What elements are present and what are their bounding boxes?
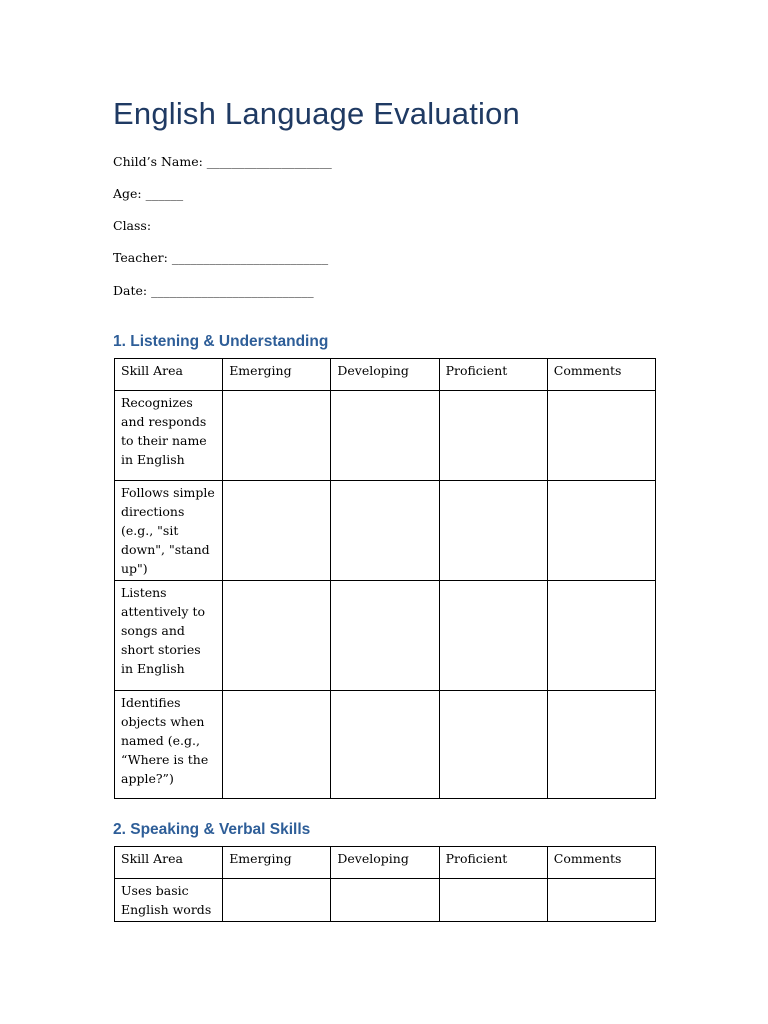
- emerging-cell[interactable]: [223, 691, 331, 799]
- table-row: [115, 691, 656, 799]
- teacher-field: Teacher: _________________________: [113, 250, 329, 265]
- developing-cell[interactable]: [331, 481, 439, 581]
- listening-table: [114, 358, 656, 799]
- table-row: [115, 391, 656, 481]
- age-field: Age: ______: [113, 186, 184, 201]
- developing-cell[interactable]: [331, 391, 439, 481]
- emerging-cell[interactable]: [223, 391, 331, 481]
- comments-cell[interactable]: [547, 391, 655, 481]
- emerging-cell[interactable]: [223, 581, 331, 691]
- column-header: Skill Area: [115, 847, 223, 879]
- child-name-field: Child’s Name: ____________________: [113, 154, 332, 169]
- skill-area-cell: Listens attentively to songs and short stories in English: [115, 581, 223, 691]
- comments-cell[interactable]: [547, 481, 655, 581]
- table-header-row: [115, 359, 656, 391]
- proficient-cell[interactable]: [439, 481, 547, 581]
- column-header: Developing: [331, 847, 439, 879]
- developing-cell[interactable]: [331, 581, 439, 691]
- column-header: Developing: [331, 359, 439, 391]
- proficient-cell[interactable]: [439, 391, 547, 481]
- proficient-cell[interactable]: [439, 691, 547, 799]
- column-header: Proficient: [439, 359, 547, 391]
- proficient-cell[interactable]: [439, 581, 547, 691]
- column-header: Emerging: [223, 847, 331, 879]
- comments-cell[interactable]: [547, 581, 655, 691]
- class-field: Class:: [113, 218, 152, 233]
- speaking-table: [114, 846, 656, 922]
- skill-area-cell: Identifies objects when named (e.g., “Where is the apple?”): [115, 691, 223, 799]
- comments-cell[interactable]: [547, 879, 655, 922]
- date-field: Date: __________________________: [113, 283, 314, 298]
- developing-cell[interactable]: [331, 691, 439, 799]
- proficient-cell[interactable]: [439, 879, 547, 922]
- table-row: [115, 879, 656, 922]
- column-header: Comments: [547, 847, 655, 879]
- skill-area-cell: Uses basic English words: [115, 879, 223, 922]
- column-header: Proficient: [439, 847, 547, 879]
- table-row: [115, 481, 656, 581]
- developing-cell[interactable]: [331, 879, 439, 922]
- column-header: Comments: [547, 359, 655, 391]
- document-title: English Language Evaluation: [113, 96, 520, 131]
- table-row: [115, 581, 656, 691]
- section-heading-speaking: 2. Speaking & Verbal Skills: [113, 821, 311, 838]
- skill-area-cell: Follows simple directions (e.g., "sit down", "stand up"): [115, 481, 223, 581]
- column-header: Skill Area: [115, 359, 223, 391]
- skill-area-cell: Recognizes and responds to their name in English: [115, 391, 223, 481]
- emerging-cell[interactable]: [223, 879, 331, 922]
- column-header: Emerging: [223, 359, 331, 391]
- emerging-cell[interactable]: [223, 481, 331, 581]
- section-heading-listening: 1. Listening & Understanding: [113, 333, 329, 350]
- table-header-row: [115, 847, 656, 879]
- comments-cell[interactable]: [547, 691, 655, 799]
